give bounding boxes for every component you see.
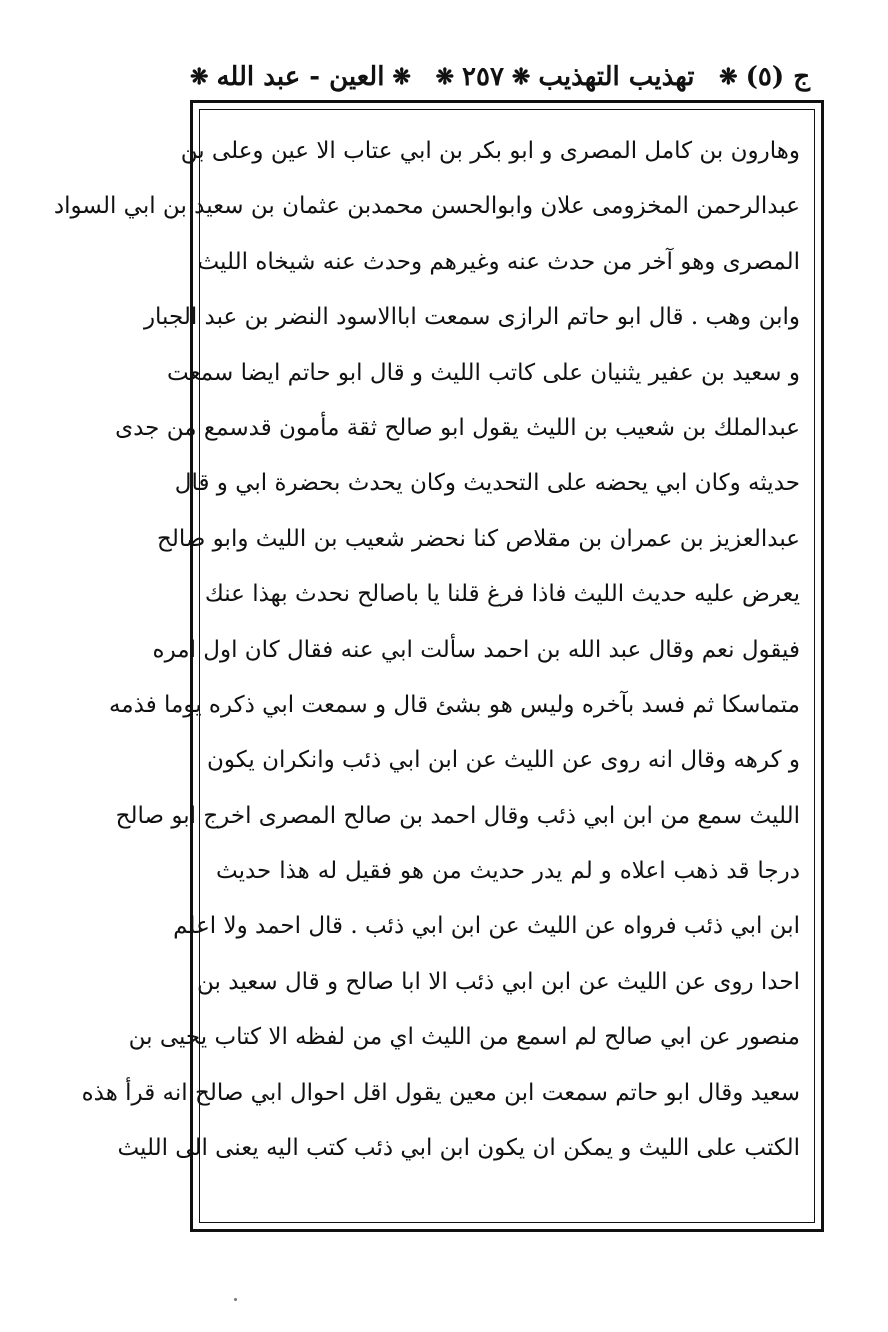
text-line: و سعيد بن عفير يثنيان على كاتب الليث و قال ابو حاتم ايضا سمعت — [167, 359, 800, 386]
ornament-star-icon: ❋ — [190, 64, 209, 90]
text-line: وابن وهب . قال ابو حاتم الرازى سمعت اباالاسود النضر بن عبد الجبار — [143, 304, 800, 331]
header-title-group — [436, 62, 695, 92]
ornament-star-icon: ❋ — [719, 64, 738, 90]
header-section-group — [190, 62, 411, 92]
section-name: العين - عبد الله — [216, 62, 385, 92]
text-line: احدا روى عن الليث عن ابن ابي ذئب الا ابا صالح و قال سعيد بن — [197, 968, 800, 995]
text-line: فيقول نعم وقال عبد الله بن احمد سألت ابي عنه فقال كان اول امره — [152, 636, 800, 663]
page-frame-outer — [53, 100, 824, 1232]
text-line: درجا قد ذهب اعلاه و لم يدر حديث من هو فقيل له هذا حديث — [216, 858, 800, 885]
page-number: ٢٥٧ — [462, 62, 504, 92]
text-line: و كرهه وقال انه روى عن الليث عن ابن ابي ذئب وانكران يكون — [206, 747, 800, 774]
book-title: تهذيب التهذيب — [538, 62, 695, 92]
text-line: سعيد وقال ابو حاتم سمعت ابن معين يقول اقل احوال ابي صالح انه قرأ هذه — [81, 1079, 800, 1106]
ornament-star-icon: ❋ — [435, 64, 455, 90]
ornament-star-icon: ❋ — [511, 64, 531, 90]
body-text — [53, 124, 800, 1176]
text-line: حديثه وكان ابي يحضه على التحديث وكان يحدث بحضرة ابي و قال — [174, 470, 800, 497]
scan-speck — [234, 1298, 237, 1301]
volume-number: ج (٥) — [745, 62, 810, 92]
text-line: عبدالعزيز بن عمران بن مقلاص كنا نحضر شعيب بن الليث وابو صالح — [156, 525, 800, 552]
text-line: الكتب على الليث و يمكن ان يكون ابن ابي ذئب كتب اليه يعنى الى الليث — [117, 1135, 800, 1162]
text-line: وهارون بن كامل المصرى و ابو بكر بن ابي عتاب الا عين وعلى بن — [180, 138, 800, 164]
text-line: متماسكا ثم فسد بآخره وليس هو بشئ قال و سمعت ابي ذكره يوما فذمه — [108, 691, 800, 718]
text-line: الليث سمع من ابن ابي ذئب وقال احمد بن صالح المصرى اخرج ابو صالح — [115, 802, 800, 829]
text-line: المصرى وهو آخر من حدث عنه وغيرهم وحدث عنه شيخاه الليث — [197, 248, 800, 275]
text-line: منصور عن ابي صالح لم اسمع من الليث اي من لفظه الا كتاب يحيى بن — [128, 1024, 800, 1051]
text-line: عبدالرحمن المخزومى علان وابوالحسن محمدبن عثمان بن سعيد بن ابي السواد — [53, 193, 800, 220]
page-frame-inner — [53, 109, 815, 1223]
ornament-star-icon: ❋ — [392, 64, 411, 90]
header-volume-group — [719, 62, 810, 92]
page-header — [190, 56, 810, 98]
text-line: يعرض عليه حديث الليث فاذا فرغ قلنا يا باصالح نحدث بهذا عنك — [204, 581, 800, 608]
text-line: ابن ابي ذئب فرواه عن الليث عن ابن ابي ذئب . قال احمد ولا اعلم — [173, 913, 800, 940]
text-line: عبدالملك بن شعيب بن الليث يقول ابو صالح ثقة مأمون قدسمع من جدى — [115, 414, 800, 441]
